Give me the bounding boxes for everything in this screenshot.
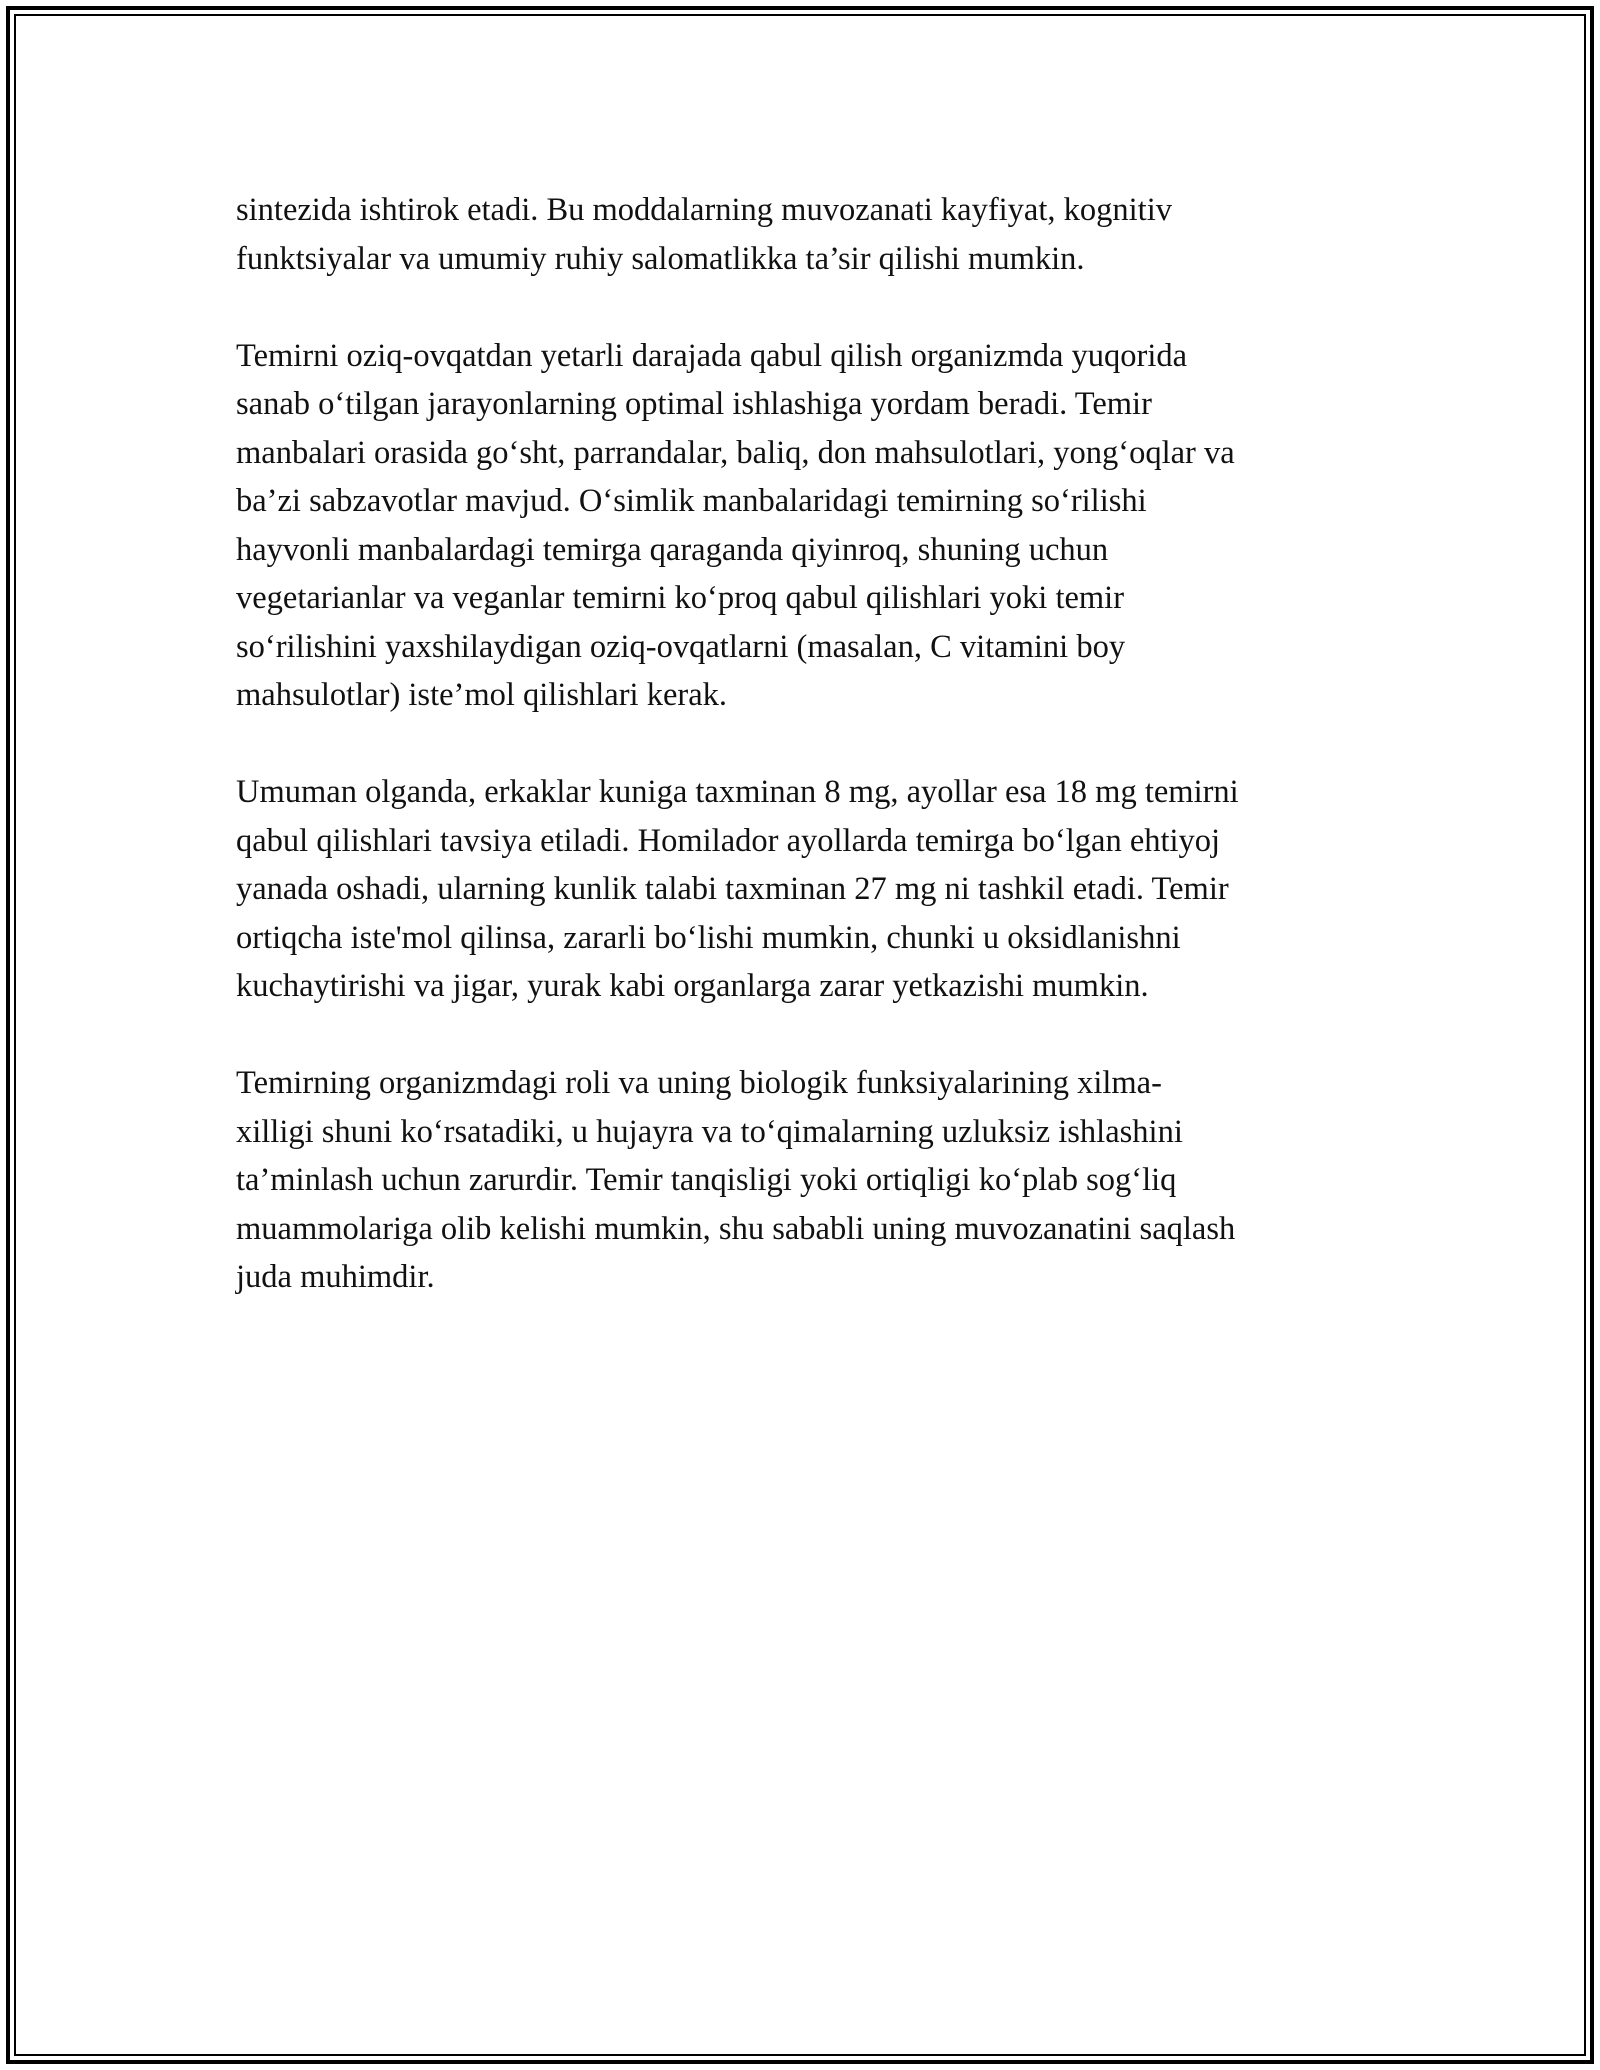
text-line: sintezida ishtirok etadi. Bu moddalarning muvozanati kayfiyat, kognitiv bbox=[236, 192, 1172, 228]
text-line: muammolariga olib kelishi mumkin, shu sababli uning muvozanatini saqlash bbox=[236, 1210, 1236, 1247]
paragraph-3 bbox=[236, 768, 1396, 1011]
text-line: manbalari orasida go‘sht, parrandalar, baliq, don mahsulotlari, yong‘oqlar va bbox=[236, 434, 1235, 471]
text-line: vegetarianlar va veganlar temirni ko‘proq qabul qilishlari yoki temir bbox=[236, 580, 1125, 616]
text-line: qabul qilishlari tavsiya etiladi. Homilador ayollarda temirga bo‘lgan ehtiyoj bbox=[236, 822, 1221, 859]
paragraph-2 bbox=[236, 332, 1396, 720]
paragraph-1 bbox=[236, 186, 1396, 283]
text-line: mahsulotlar) iste’mol qilishlari kerak. bbox=[236, 677, 727, 713]
text-line: xilligi shuni ko‘rsatadiki, u hujayra va to‘qimalarning uzluksiz ishlashini bbox=[236, 1113, 1183, 1150]
text-line: sanab o‘tilgan jarayonlarning optimal ishlashiga yordam beradi. Temir bbox=[236, 386, 1152, 422]
text-line: ba’zi sabzavotlar mavjud. O‘simlik manbalaridagi temirning so‘rilishi bbox=[236, 483, 1147, 519]
text-line: yanada oshadi, ularning kunlik talabi taxminan 27 mg ni tashkil etadi. Temir bbox=[236, 871, 1229, 907]
text-line: hayvonli manbalardagi temirga qaraganda qiyinroq, shuning uchun bbox=[236, 531, 1109, 568]
text-line: Umuman olganda, erkaklar kuniga taxminan 8 mg, ayollar esa 18 mg temirni bbox=[236, 774, 1239, 810]
text-line: Temirning organizmdagi roli va uning biologik funksiyalarining xilma- bbox=[236, 1065, 1162, 1101]
text-line: ta’minlash uchun zarurdir. Temir tanqisligi yoki ortiqligi ko‘plab sog‘liq bbox=[236, 1162, 1177, 1198]
text-line: so‘rilishini yaxshilaydigan oziq-ovqatlarni (masalan, C vitamini boy bbox=[236, 628, 1126, 665]
text-line: Temirni oziq-ovqatdan yetarli darajada qabul qilish organizmda yuqorida bbox=[236, 337, 1188, 374]
text-line: kuchaytirishi va jigar, yurak kabi organlarga zarar yetkazishi mumkin. bbox=[236, 968, 1149, 1004]
text-line: funktsiyalar va umumiy ruhiy salomatlikka ta’sir qilishi mumkin. bbox=[236, 240, 1085, 277]
paragraph-4 bbox=[236, 1059, 1396, 1302]
text-line: ortiqcha iste'mol qilinsa, zararli bo‘lishi mumkin, chunki u oksidlanishni bbox=[236, 919, 1181, 956]
document-body bbox=[236, 186, 1396, 1350]
text-line: juda muhimdir. bbox=[236, 1259, 435, 1295]
